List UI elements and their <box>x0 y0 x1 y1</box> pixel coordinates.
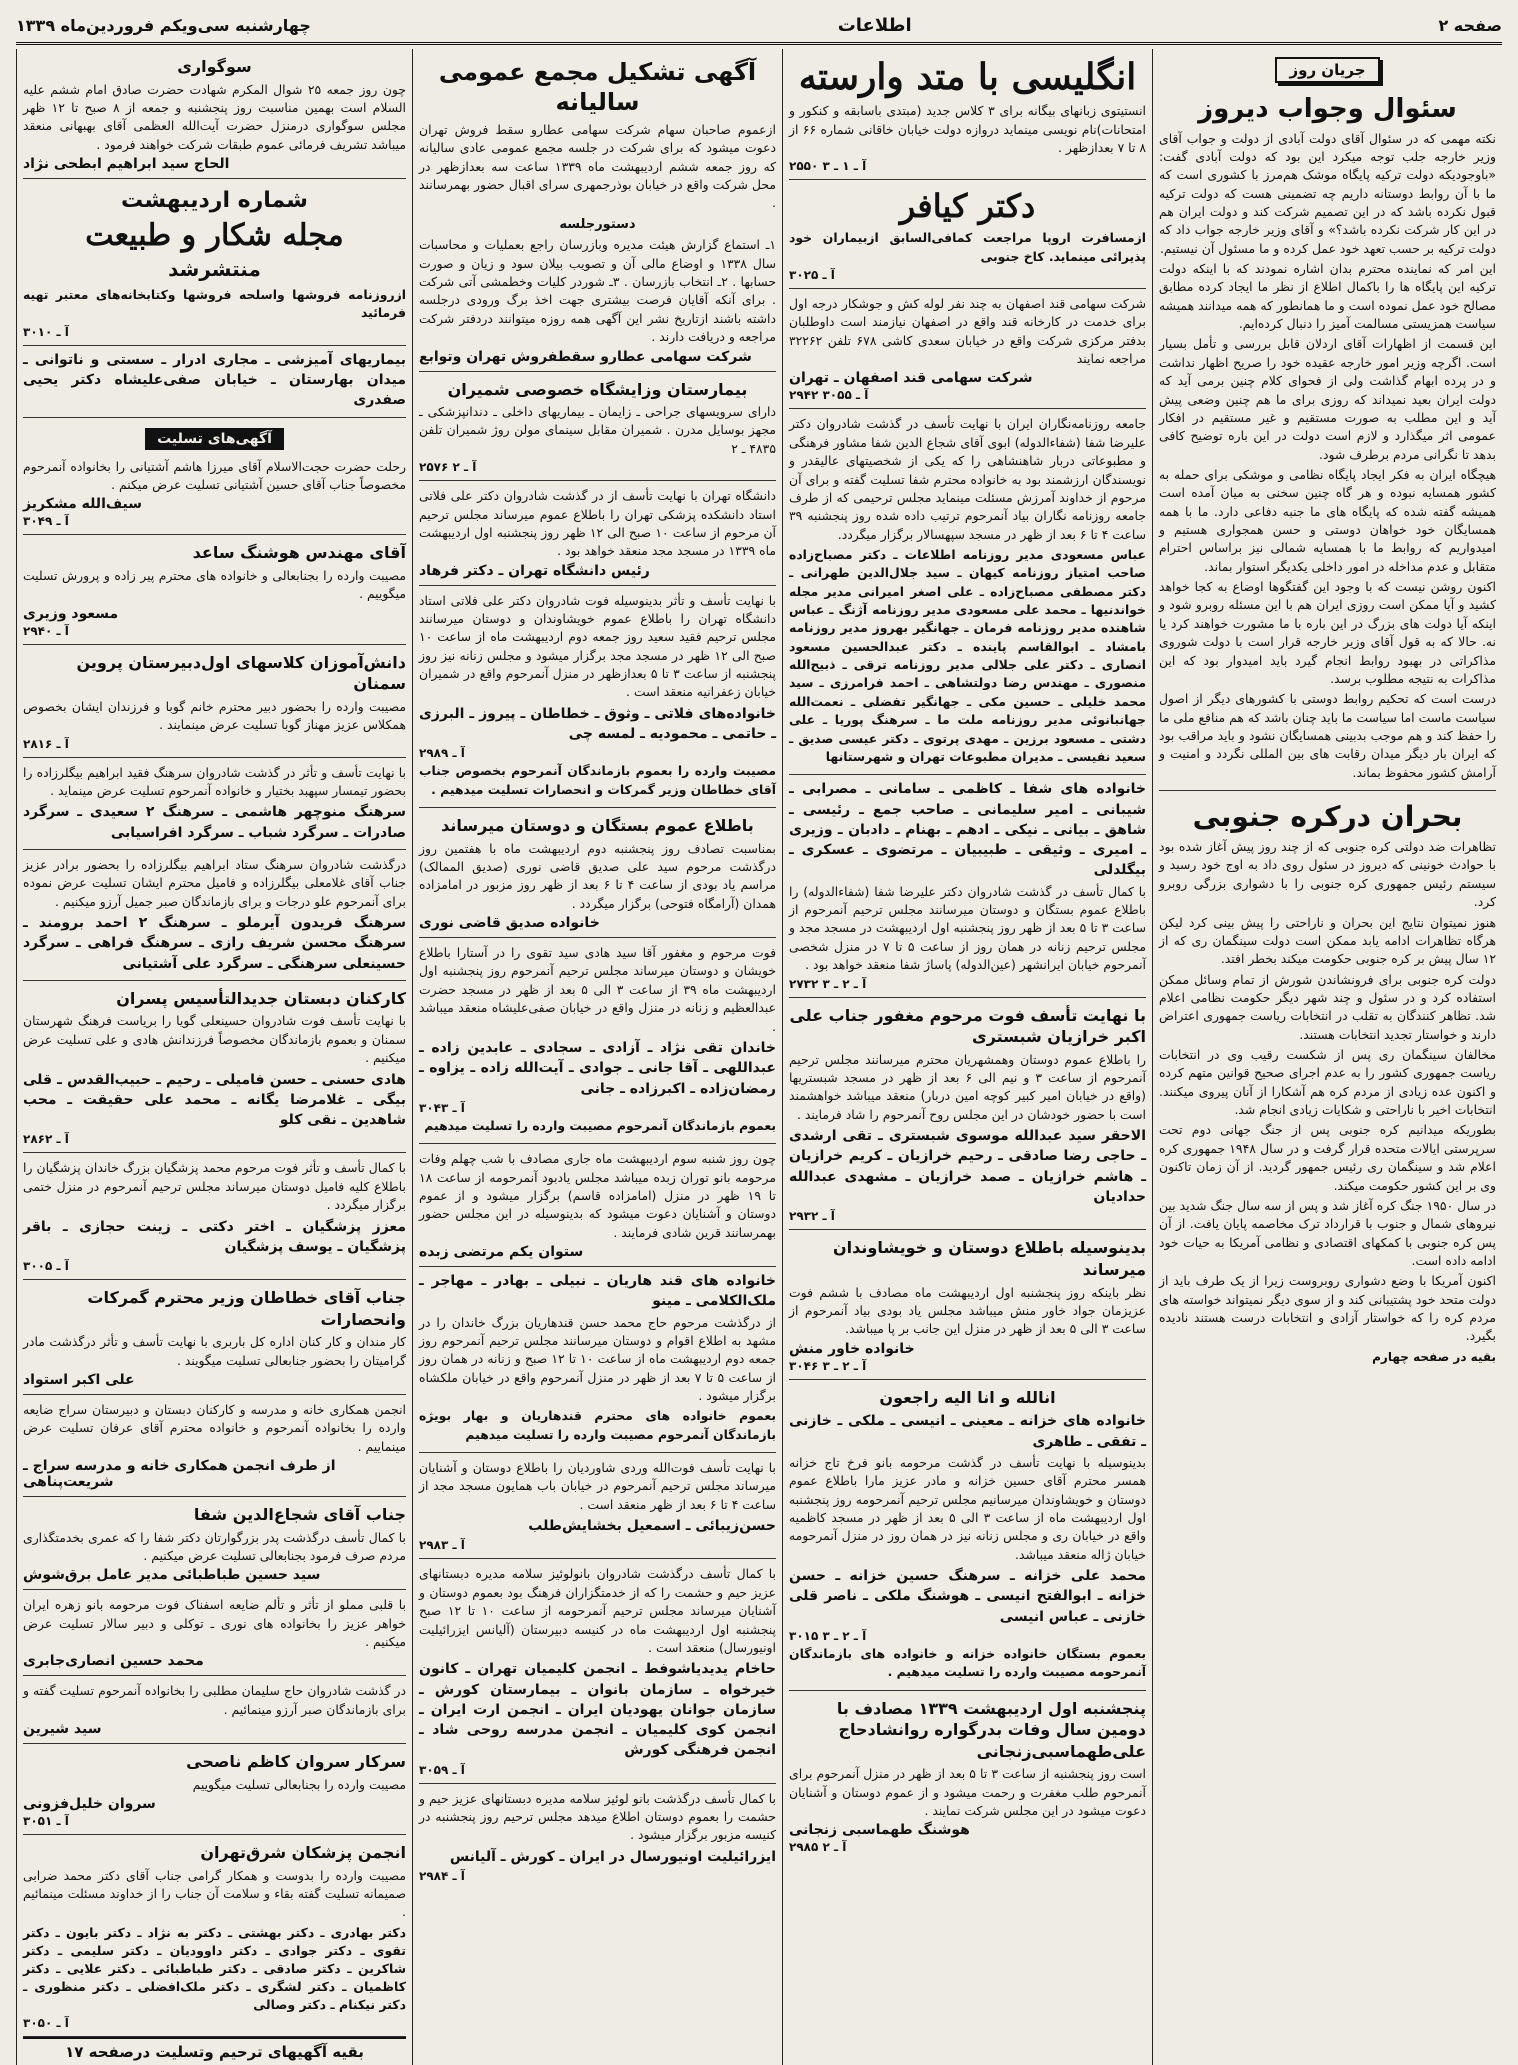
condolence-khavarmanesh <box>789 1230 1146 1379</box>
section-box-title: جریان روز <box>1275 57 1379 83</box>
ad-title: بیمارستان وزایشگاه خصوصی شمیران <box>447 379 748 399</box>
family-names: معزز پزشگیان ـ اختر دکتی ـ زینت حجازی ـ باقر پزشگیان ـ یوسف پزشگیان <box>23 1218 406 1255</box>
condolence-text: با کمال تأسف درگذشت بانو لوئیز سلامه مدیره دبستانهای عزیز حیم و حشمت را بعموم دوستان اطلاع میدهد مجلس ترحیم روز پنجشنبه در کنیسه مزبور برگزار میشود . <box>419 1790 776 1843</box>
condolence-text: با کمال تأسف درگذشت شادروان بانولوئیز سلامه مدیره دبستانهای عزیز حیم و حشمت را که از خدمتگزاران فرهنگ بود بعموم دوستان و آشنایان میرساند مجلس ترحیم آنمرحومه از ساعت ۱۰ تا ۱۲ صبح پنجشنبه اول اردیبهشت ماه در کنیسه دبیرستان (آلیانس ایزرائیلیت اونیورسال) منعقد است . <box>419 1566 776 1655</box>
condolence-signature: ستوان یکم مرتضی زبده <box>419 1243 584 1260</box>
article-paragraph: هنوز نمیتوان نتایج این بحران و ناراحتی را پیش بینی کرد لیکن هرگاه تظاهرات ادامه یابد ممکن است دولت سینگمان ری که از ۱۲ سال پیش بر کره جنوبی حکومت میکند بخطر افتد. <box>1159 914 1496 967</box>
condolence-heading: باطلاع عموم بستگان و دوستان میرساند <box>441 816 754 836</box>
condolence-text: بعموم بستگان خانواده خزانه و خانواده های بازماندگان آنمرحومه مصیبت وارده را تسلیت میدهیم . <box>789 1645 1146 1680</box>
english-institute-ad <box>789 49 1146 180</box>
article-paragraph: مخالفان سینگمان ری پس از شکست رقیب وی در انتخابات ریاست جمهوری کشور را به عدم اجرای صحیح قوانین متهم کرده و اکنون عده زیادی از مردم کره هم آشکارا از آنان پیروی میکنند. انتخابات اخیر با ناراحتی و شکایات زیادی انجام شد. <box>1159 1047 1496 1118</box>
condolence-nasehi <box>23 1744 406 1835</box>
condolence-signature: از طرف انجمن همکاری خانه و مدرسه سراج ـ شریعت‌پناهی <box>23 1458 336 1491</box>
condolence-signature: سیف‌الله مشکریز <box>23 496 143 513</box>
condolence-salameh-alliance <box>419 1784 776 1889</box>
condolence-heading: سرکار سروان کاظم ناصحی <box>186 1752 406 1772</box>
ad-text: بیماریهای آمیزشی ـ مجاری ادرار ـ سستی و ناتوانی ـ میدان بهارستان ـ خیابان صفی‌علیشاه دکتر یحیی صفدری <box>23 351 406 409</box>
condolence-signature: خانواده صدیق قاضی نوری <box>419 915 600 932</box>
article-paragraph: اکنون آمریکا با وضع دشواری روبروست زیرا از یک طرف باید از دولت متحد خود پشتیبانی کند و از سوی دیگر نمیتواند خواسته های مردم کره را که خواستار آزادی و انتخابات درست هستند نادیده بگیرد. <box>1159 1273 1496 1344</box>
condolence-text: بدینوسیله با نهایت تأسف در گذشت مرحومه بانو فرخ تاج خزانه همسر محترم آقای حسین خزانه و مادر عزیز مارا باطلاع عموم دوستان و خویشاوندان میرسانیم مجلس ترحیم آنمرحومه روز پنجشنبه اول اردیبهشت ماه از ساعت ۳ الی ۵ بعد از ظهر در مسجد کاظمیه واقع در خیابان ری و مجلس زنانه نیز در همان روز در منزل آنمرحومه خیابان ژاله منعقد میباشد. <box>789 1454 1146 1562</box>
condolence-zobdeh <box>419 1144 776 1267</box>
condolence-motallebi <box>23 1676 406 1744</box>
condolence-heading: جناب آقای خطاطان وزیر محترم گمرکات وانحصارات <box>87 1288 406 1329</box>
columns <box>16 49 1502 2062</box>
condolence-shavardian <box>419 1453 776 1559</box>
ad-code: ۳۰۵۱ آ ـ <box>23 1814 69 1829</box>
editorial-article <box>1159 49 1496 791</box>
condolence-text: با نهایت تأسف فوت شادروان حسینعلی گویا را بریاست فرهنگ شهرستان سمنان و بعموم بازماندگان مخصوصاً فرزندانش هادی و علی تسلیت عرض میکنیم . <box>23 1013 406 1066</box>
condolence-text: مصیبت وارده را بدوست و همکار گرامی جناب آقای دکتر محمد ضرابی صمیمانه تسلیت گفته بقاء و سلامت آن جناب را از خداوند مسئلت مینمائیم . <box>23 1867 406 1920</box>
condolence-text: از درگذشت مرحوم حاج محمد حسن قندهاریان بزرگ خاندان را در مشهد به اطلاع اقوام و دوستان میرسانند مجلس ترحیم آنمرحوم روز جمعه دوم اردیبهشت ماه از ساعت ۱۰ تا ۱۲ صبح و زنانه در همان روز از ساعت ۵ تا ۷ بعد از ظهر در منزل آنمرحوم واقع در خیابان ملکشاه برگزار میشود . <box>419 1314 777 1403</box>
ad-code: ۳۰۱۰ آ ـ <box>23 324 69 339</box>
ad-code: ۳۰۰۵ آ ـ <box>23 1259 69 1274</box>
notice-text: ازعموم صاحبان سهام شرکت سهامی عطارو سقط فروش تهران دعوت میشود که برای شرکت در جلسه مجمع عمومی عادی سالیانه که روز جمعه ششم اردیبهشت ماه ۱۳۳۹ ساعت سه بعدازظهر در محل شرکت واقع در خیابان بوذرجمهری سرای اقبال حضور بهمرسانند . <box>419 122 776 211</box>
condolence-text: چون روز شنبه سوم اردیبهشت ماه جاری مصادف با شب چهلم وفات مرحومه بانو توران زبده میباشد مجلس یادبود آنمرحومه از ساعت ۱۸ تا ۱۹ ظهر در منزل (امامزاده قاسم) برگزار میشود و از عموم دوستان و آشنایان دعوت میشود که بدینوسیله در این مجلس حضور بهمرسانند قرین شادی فرمایند . <box>419 1151 777 1240</box>
condolence-section <box>23 418 406 536</box>
ad-code: ۲۹۴۰ آ ـ <box>23 623 69 638</box>
doctor-safdari-ad <box>23 346 406 418</box>
condolence-text: دانشگاه تهران با نهایت تأسف از در گذشت شادروان دکتر علی فلاتی استاد دانشکده پزشکی تهران را باطلاع عموم میرساند مجلس ترحیم آن مرحوم از ساعت ۱۰ صبح الی ۱۲ ظهر روز پنجشنبه اول اردیبهشت ماه ۱۳۳۹ در مسجد مجد منعقد خواهد بود . <box>419 488 776 559</box>
ad-code: ۲۵۵۰ آ ـ ۱ ـ ۳ <box>789 159 867 174</box>
condolence-zohreh <box>23 1590 406 1676</box>
condolence-heading: کارکنان دبستان جدیدالتأسیس پسران <box>116 988 406 1008</box>
condolence-pezeshgian <box>23 1153 406 1280</box>
condolence-salameh <box>419 1559 776 1783</box>
continued-note: بقیه در صفحه چهارم <box>1372 1349 1496 1364</box>
article-paragraph: بطوریکه میدانیم کره جنوبی پس از جنگ جهانی دوم تحت سرپرستی ایالات متحده قرار گرفت و در سال ۱۹۴۸ جمهوری کره اعلام شد و سینگمان ری رئیس جمهور گردید. از آن زمان تاکنون وی بر این کشور حکومت میکند. <box>1159 1122 1496 1193</box>
article-title: سئوال وجواب دیروز <box>1198 94 1457 124</box>
condolence-signature: خانواده خاور منش <box>789 1340 915 1357</box>
condolence-text: با کمال تأسف و تأثر فوت مرحوم محمد پزشگیان بزرگ خاندان پزشگیان را باطلاع کلیه فامیل دوستان میرساند مجلس ترحیم آنمرحوم در منزل ختمی برگزار میگردد . <box>23 1160 406 1213</box>
condolence-signature: محمد حسین انصاری‌جابری <box>23 1653 204 1670</box>
article-paragraph: این امر که نماینده محترم بدان اشاره نمودند که با اینکه دولت ترکیه این پایگاه ها را باکمال اطلاع از نظر ما ایجاد کرده مطابق مصالح خود عمل نموده است و ما همانطور که همه میدانند همیشه سیاست همزیستی مسالمت آمیز را دنبال کرده‌ایم. <box>1159 261 1496 332</box>
notice-title: آگهی تشکیل مجمع عمومی سالیانه <box>438 58 757 116</box>
article-paragraph: تظاهرات ضد دولتی کره جنوبی که از چند روز پیش آغاز شده بود با حوادث خونینی که دیروز در سئول روی داد به اوج خود رسید و سیستم رئیس جمهوری کره جنوبی را با دشواری بزرگی روبرو کرد. <box>1159 839 1496 910</box>
condolence-text: با قلبی مملو از تأثر و تألم ضایعه اسفناک فوت مرحومه بانو زهره ایران خواهر عزیز را بخانواده های نوری ـ توکلی و دبیر سالار تسلیت عرض میکنیم . <box>23 1597 406 1650</box>
condolence-heading: پنجشنبه اول اردیبهشت ۱۳۳۹ مصادف با دومین سال وفات بدرگواره روانشادحاج علی‌طهماسبی‌زنجانی <box>836 1698 1146 1761</box>
ad-code: ۲۹۳۲ آ ـ <box>789 1209 835 1224</box>
magazine-ad <box>23 179 406 346</box>
family-names: حسن‌زیبائی ـ اسمعیل بخشایش‌طلب <box>528 1518 776 1535</box>
condolence-heading: آقای مهندس هوشنگ ساعد <box>192 543 406 563</box>
ad-code: ۳۰۵۹ آ ـ <box>419 1762 465 1777</box>
article-paragraph: نکته مهمی که در سئوال آقای دولت آبادی از دولت و جواب آقای وزیر خارجه جلب توجه میکرد این بود که دولت آبادی گفت: «باوجودیکه دولت ترکیه پایگاه موشک هم‌مرز با کشوری است که ما با آن روابط دوستانه داریم چه تضمینی هست که دولت ترکیه قبول نکرده باشد که در این تصمیم شرکت کند و دولت ایران هم در این کار شرکت نکرده باشد؟» و آقای وزیر خارجه جواب داد که دولت ترکیه بر حسب تعهد خود عمل کرده و ما مسئول آن نیستیم. <box>1159 130 1496 256</box>
condolence-goya <box>23 981 406 1154</box>
condolence-text: مصیبت وارده را بجنابعالی و خانواده های محترم پیر زاده و پرورش تسلیت میگوییم . <box>23 567 406 602</box>
condolence-ghandharian <box>419 1267 776 1453</box>
ad-code: ۳۰۵۰ آ ـ <box>23 2016 69 2031</box>
paper-name: اطلاعات <box>837 14 912 36</box>
ad-code: ۳۰۴۹ آ ـ <box>23 514 69 529</box>
article-paragraph: درست است که تحکیم روابط دوستی با کشورهای دیگر از اصول سیاست ماست اما سیاست ما باید چنان باشد که هم منافع ملی ما را حفظ کند و هم موجب بدبینی همسایگان نشود و باید مراقب بود که ایران بار دیگر میدان رقابت های بین المللی نگردد و امنیت و آرامش کشور محفوظ بماند. <box>1159 691 1496 780</box>
condolence-khattatan <box>23 1280 406 1395</box>
condolence-signature: مسعود وزیری <box>23 605 119 622</box>
family-names: خانواده های خزانه ـ معینی ـ انیسی ـ ملکی ـ خازنی ـ تفقی ـ طاهری <box>789 1413 1146 1450</box>
article-paragraph: هیچگاه ایران به فکر ایجاد پایگاه نظامی و موشکی برای حمله به کشور همسایه نبوده و هر گاه چنین سخنی به میان آمده است همیشه گفته شده که پایگاه های ما جنبه دفاعی دارد. ما با همه همسایگان خود خواهان دوستی و حسن همجواری هستیم و امیدواریم که روابط ما با همسایه شمالی نیز براساس احترام متقابل و عدم مداخله در امور داخلی یکدیگر استوار بماند. <box>1159 466 1496 574</box>
condolence-physicians <box>23 1835 406 2037</box>
ad-subheading: منتشرشد <box>168 257 261 282</box>
condolence-text: با نهایت تأسف و تأثر در گذشت شادروان سرهنگ فقید ابراهیم بیگلرزاده را بحضور تیمسار سپهبد بختیار و خانواده آنمرحوم تسلیت عرض مینماید . <box>23 764 406 798</box>
column-notices <box>16 49 412 2065</box>
condolence-text: در گذشت شادروان حاج سلیمان مطلبی را بخانواده آنمرحوم تسلیت گفته و برای بازماندگان صبر آرزو مینمائیم . <box>23 1683 406 1717</box>
ad-text: ازمسافرت اروپا مراجعت کمافی‌السابق ازبیماران خود پذیرائی مینماید. کاخ جنوبی <box>789 230 1146 264</box>
condolence-khazaneh <box>789 1380 1146 1691</box>
notice-signature: الحاج سید ابراهیم ابطحی نژاد <box>23 156 230 173</box>
column-ads-b <box>412 49 782 2065</box>
condolence-seraj <box>23 1395 406 1497</box>
ad-code: ۲۵۷۶ آ ـ ۲ <box>419 460 477 475</box>
agenda-heading: دستورجلسه <box>559 216 636 232</box>
article-paragraph: اکنون روشن نیست که با وجود این گفتگوها اوضاع به کجا خواهد کشید و آیا ممکن است روزی ایران هم با این مسئله روبرو شود و اینکه آیا دولت های بزرگ در این باره با ما مشورت خواهند کرد یا نه. حالا که به قول آقای وزیر خارجه قرار است با دولت شوروی مذاکراتی در بهبود روابط انجام گیرد باید امیدوار بود که این مذاکرات به نتیجه مطلوب برسد. <box>1159 579 1496 686</box>
family-names: خانواده های قند هاریان ـ نبیلی ـ بهادر ـ مهاجر ـ ملک‌الکلامی ـ مینو <box>419 1272 776 1310</box>
ad-text: دارای سرویسهای جراحی ـ زایمان ـ بیماریهای داخلی ـ دندانپزشکی ـ مجهز بوسایل مدرن . شمیران مقابل سینمای مولن روژ شمیران تلفن ۴۸۳۵ ـ ۲ <box>419 404 776 456</box>
notice-text: ۱ـ استماع گزارش هیئت مدیره وبازرسان راجع بعملیات و محاسبات سال ۱۳۳۸ و اوضاع مالی آن و تصویب بیلان سود و زیان و صورت حسابها . ۲ـ انتخاب بازرسان . ۳ـ شوردر کلیات وخطمشی آتی شرکت . برای آنکه آقایان فرصت بیشتری جهت اخذ برگ ورودی درجلسه داشته باشند ازتاریخ نشر این آگهی همه روزه میتوانند دردفتر شرکت مراجعه و دریافت دارند . <box>419 237 776 345</box>
family-names: خانواده های شفا ـ کاظمی ـ سامانی ـ مصرابی ـ شیبانی ـ امیر سلیمانی ـ صاحب جمع ـ رئیسی ـ شاهق ـ بیانی ـ نیکی ـ ادهم ـ بهنام ـ دادبان ـ وزیری ـ امیری ـ وثیقی ـ طبیبیان ـ مرتضوی ـ عسکری ـ بیگلدلی <box>789 781 1146 879</box>
column-editorial <box>1152 49 1502 2065</box>
condolence-text: انجمن همکاری خانه و مدرسه و کارکنان دبستان و دبیرستان سراج ضایعه وارده را بخانواده آنمرحوم و خانواده محترم آقای عرفان تسلیت عرض مینماییم . <box>23 1402 406 1454</box>
family-names: الاحقر سید عبدالله موسوی شبستری ـ تقی ارشدی ـ حاجی رضا صادقی ـ رحیم خرازیان ـ کریم خرازیان ـ هاشم خرازیان ـ صمد خرازیان ـ مشهدی عبدالله حدادیان <box>789 1128 1146 1206</box>
ad-code: ۲۹۸۳ آ ـ <box>419 1538 465 1553</box>
condolence-shafa-b <box>23 1497 406 1590</box>
condolence-text: رحلت حضرت حجت‌الاسلام آقای میرزا هاشم آشتیانی را بخانواده آنمرحوم مخصوصاً جناب آقای حسین آشتیانی تسلیت عرض میکنم . <box>23 458 406 492</box>
condolence-text: بمناسبت تصادف روز پنجشنبه دوم اردیبهشت ماه با هفتمین روز درگذشت مرحوم سید علی صدیق قاضی نوری (صدیق الممالک) مراسم یاد بودی از ساعت ۴ تا ۶ بعد از ظهر روز مزبور در امامزاده همدان (آرامگاه فتوحی) برگزار میگردد . <box>419 840 776 911</box>
condolence-falati-family <box>419 586 776 808</box>
condolence-text: با نهایت تأسف و تأثر بدینوسیله فوت شادروان دکتر علی فلاتی استاد دانشگاه تهران را باطلاع عموم خویشاوندان و دوستان میرسانند مجلس ترحیم فقید سعید روز جمعه دوم اردیبهشت ماه از ساعت ۱۰ صبح الی ۱۲ ظهر در مسجد مجد برگزار میشود و مجلس زنانه نیز روز پنجشنبه از ساعت ۳ تا ۵ بعدازظهر در منزل آنمرحوم واقع در شمیران خیابان زعفرانیه منعقد است . <box>419 592 777 700</box>
condolence-text: جامعه روزنامه‌نگاران ایران با نهایت تأسف در گذشت شادروان دکتر علیرضا شفا (شفاءالدوله) ابوی آقای شجاع الدین شفا مشاور فرهنگی و مطبوعاتی دربار شاهنشاهی را که یکی از شخصیتهای عالیقدر و نویسندگان ارزشمند بود به خانواده محترم شفا تسلیت گفته و برای آن مرحوم از خداوند آمرزش مسئلت مینماید مجلس ترحیمی که از طرف جامعه روزنامه نگاران بیاد آنمرحوم ترتیب داده شده روز پنجشنبه ۳۹ ساعت ۴ تا ۶ بعد از ظهر در مسجد سپهسالار برگزار میگردد. <box>789 416 1146 542</box>
condolence-saed <box>23 535 406 644</box>
ad-code: ۲۹۴۲ آ ـ ۳۰۵۵ <box>789 388 869 403</box>
ad-code: ۳۰۲۵ آ ـ <box>789 267 835 282</box>
condolence-heading: جناب آقای شجاع‌الدین شفا <box>193 1505 406 1525</box>
notice-signature: شرکت سهامی عطارو سقطفروش تهران وتوابع <box>419 348 752 365</box>
family-names: خانواده‌های فلاتی ـ وثوق ـ خطاطان ـ پیروز ـ البرزی ـ حاتمی ـ محمودیه ـ لمسه چی <box>419 705 776 743</box>
notice-heading: سوگواری <box>177 57 252 76</box>
family-names: سرهنگ منوچهر هاشمی ـ سرهنگ ۲ سعیدی ـ سرگرد صادرات ـ سرگرد شباب ـ سرگرد افراسیابی <box>23 804 406 841</box>
condolence-text: را باطلاع عموم دوستان وهمشهریان محترم میرسانند مجلس ترحیم آنمرحوم از ساعت ۳ و نیم الی ۶ بعد از ظهر در مسجد شبستریها (واقع در خیابان امیر کبیر کوچه امین دربار) منعقد میباشد خواهشمند است با حضور خودشان در این مجلس روح آنمرحوم را شاد فرمایند . <box>789 1051 1146 1122</box>
condolence-text: با کمال تأسف در گذشت شادروان دکتر علیرضا شفا (شفاءالدوله) را باطلاع عموم بستگان و دوستان میرسانند مجلس ترحیم آنمرحوم از ساعت ۳ تا ۵ بعد از ظهر روز پنجشنبه اول اردیبهشت در مسجد مجد و مجلس ترحیم زنانه در همان روز از ساعت ۵ تا ۷ در منزل شخصی آنمرحوم خیابان ایرانشهر (عین‌الدوله) پاساژ شفا منعقد خواهد بود . <box>789 883 1146 973</box>
condolence-text: مصیبت وارده را بجنابعالی تسلیت میگوییم <box>192 1776 406 1792</box>
condolence-text: مصیبت وارده را بعموم بازماندگان آنمرحوم بخصوص جناب آقای خطاطان وزیر گمرکات و انحصارات تسلیت میدهیم . <box>419 763 776 797</box>
mourning-notice <box>23 49 406 179</box>
condolence-heading: بدینوسیله باطلاع دوستان و خویشاوندان میرساند <box>833 1238 1146 1279</box>
condolence-heading: دانش‌آموزان کلاسهای اول‌دبیرستان پروین سمنان <box>76 652 406 694</box>
family-names: سرهنگ فریدون آیرملو ـ سرهنگ ۲ احمد برومند ـ سرهنگ محسن شریف رازی ـ سرهنگ فراهی ـ سرگرد حسینعلی سرهنگی ـ سرگرد علی آشتیانی <box>23 914 406 972</box>
ad-title: انگلیسی با متد وارسته <box>798 56 1137 98</box>
masthead <box>16 8 1502 45</box>
article-paragraph: در سال ۱۹۵۰ جنگ کره آغاز شد و پس از سه سال جنگ شدید بین نیروهای شمال و جنوب با قرارداد ترک مخاصمه پایان یافت. از آن پس کره جنوبی با کمکهای اقتصادی و نظامی آمریکا به حیات خود ادامه داده است. <box>1159 1197 1496 1268</box>
ad-signature: شرکت سهامی قند اصفهان ـ تهران <box>789 370 1033 387</box>
notice-text: چون روز جمعه ۲۵ شوال المکرم شهادت حضرت صادق امام ششم علیه السلام است بهمین مناسبت روز پنجشنبه و جمعه از ۸ صبح تا ۱۲ ظهر مجلس سوگواری درمنزل حضرت آیت‌الله العظمی آقای بهبهانی منعقد میباشد تشریف فرمائی عموم طبقات شرکت خواهند فرمود . <box>23 81 406 152</box>
condolence-text: فوت مرحوم و مغفور آقا سید هادی سید تقوی را در آستارا باطلاع خویشان و دوستان میرساند مجلس ترحیم آنمرحوم روز پنجشنبه اول اردیبهشت ماه ۳۹ از ساعت ۳ الی ۵ بعد از ظهر در مسجد حضرت عبدالعظیم و زنانه در منزل واقع در خیابان صفی‌علیشاه منعقد میباشد . <box>419 945 776 1034</box>
condolence-signature: سروان خلیل‌فزونی <box>23 1796 156 1813</box>
ad-text: شرکت سهامی قند اصفهان به چند نفر لوله کش و جوشکار درجه اول برای خدمت در کارخانه قند واقع در اصفهان نیازمند است داوطلبان بدفتر مرکزی شرکت واقع در خیابان سعدی کاشی ۶۷۸ تلفن ۳۲۲۶۲ مراجعه نمایند <box>789 295 1146 367</box>
ad-text: ازروزنامه فروشها واسلحه فروشها وکتابخانه‌های معتبر تهیه فرمائید <box>23 287 406 321</box>
condolence-text: نظر باینکه روز پنجشنبه اول اردیبهشت ماه مصادف با ششم فوت عزیزمان جواد خاور منش میباشد مجلس یاد بودی بیاد آنمرحوم از ساعت ۳ الی ۵ بعد از ظهر در منزل این جانب بر پا میباشد. <box>789 1284 1146 1337</box>
condolence-text: کار مندان و کار کنان اداره کل باربری با نهایت تأسف و تأثر درگذشت مادر گرامیتان را بحضور جنابعالی تسلیت میگویند . <box>23 1334 406 1368</box>
condolence-text: درگذشت شادروان سرهنگ ستاد ابراهیم بیگلرزاده را بحضور برادر عزیز جناب آقای غلامعلی بیگلرزاده و فامیل محترم ایشان تسلیت عرض نموده برای آنمرحوم علو درجات و برای بازماندگان صبر جمیل آرزو میکنیم . <box>23 856 406 909</box>
family-names: هادی حسنی ـ حسن فامیلی ـ رحیم ـ حبیب‌القدس ـ قلی بیگی ـ غلامرضا یگانه ـ محمد علی حقیقت ـ محب شاهدین ـ نقی کلو <box>23 1071 406 1129</box>
condolence-biglarzadeh-b <box>23 850 406 981</box>
condolence-sadigh <box>419 808 776 938</box>
condolence-text: مصیبت وارده را بحضور دبیر محترم خانم گوبا و فرزندان ایشان بخصوص همکلاس عزیز مهناز گوبا تسلیت عرض مینمایند . <box>23 698 406 733</box>
article-paragraph: دولت کره جنوبی برای فرونشاندن شورش از تمام وسائل ممکن استفاده کرد و در سئول و چند شهر دیگر حکومت نظامی اعلام شد. تظاهر کنندگان به تقلب در انتخابات ریاست جمهوری اعتراض دارند و خواستار تجدید انتخابات هستند. <box>1159 971 1496 1042</box>
ad-code: ۳۰۴۶ آ ـ ۲ ـ ۳ <box>789 1358 867 1373</box>
sugar-company-ad <box>789 289 1146 409</box>
condolence-signature: سید حسین طباطبائی مدیر عامل برق‌شوش <box>23 1567 321 1584</box>
condolence-biglarzadeh-a <box>23 758 406 850</box>
family-names: حاخام یدیدیاشوفط ـ انجمن کلیمیان تهران ـ کانون خیرخواه ـ سازمان بانوان ـ بیمارستان کورش ـ سازمان جوانان یهودیان ایران ـ انجمن ارت ایران ـ انجمن کوی کلیمیان ـ انجمن مدرسه روحی شاد ـ انجمن فرهنگی کورش <box>419 1661 776 1759</box>
ad-code: ۲۷۳۲ آ ـ ۲ ـ ۳ <box>789 976 867 991</box>
article-title: بحران درکره جنوبی <box>1192 800 1463 834</box>
condolence-signature: هوشنگ طهماسبی زنجانی <box>789 1822 970 1839</box>
ad-title: دکتر کیافر <box>899 187 1036 226</box>
condolence-text: با نهایت تأسف فوت‌الله وردی شاوردیان را باطلاع دوستان و آشنایان میرساند مجلس ترحیم آنمرحوم در خیابان باب همایون مسجد مجد از ساعت ۴ تا ۶ بعد از ظهر منعقد است . <box>419 1460 776 1512</box>
hospital-ad <box>419 372 776 482</box>
condolence-signature: علی اکبر استواد <box>23 1372 135 1388</box>
condolence-falati-univ <box>419 481 776 585</box>
family-names: ایزرائیلیت اونیورسال در ایران ـ کورش ـ آلیانس <box>449 1848 776 1865</box>
ad-code: ۲۸۱۶ آ ـ <box>23 736 69 751</box>
family-names: محمد علی خزانه ـ سرهنگ حسین خزانه ـ حسن خزانه ـ ابوالفتح انیسی ـ هوشنگ ملکی ـ ناصر قلی خازنی ـ عباس انیسی <box>789 1567 1146 1625</box>
ad-code: ۳۰۴۳ آ ـ <box>419 1100 465 1115</box>
ad-code: ۲۸۶۲ آ ـ <box>23 1132 69 1147</box>
condolence-heading: انالله و انا الیه راجعون <box>879 1387 1056 1407</box>
ad-code: ۲۹۸۴ آ ـ <box>419 1869 465 1884</box>
condolence-text: بعموم خانواده های محترم قندهاریان و بهار بویژه بازماندگان آنمرحوم مصیبت وارده را تسلیت میدهیم <box>419 1408 776 1442</box>
issue-date: چهارشنبه سی‌ویکم فروردین‌ماه ۱۳۳۹ <box>16 15 311 35</box>
ad-code: ۳۰۱۵ آ ـ ۲ ـ ۳ <box>789 1628 867 1643</box>
condolence-text: با کمال تأسف درگذشت پدر بزرگوارتان دکتر شفا را که عمری بخدمتگذاری مردم صرف فرمود بجنابعالی تسلیت عرض میکنیم . <box>23 1529 406 1564</box>
article-paragraph: این قسمت از اظهارات آقای اردلان قابل بررسی و تأمل بسیار است. اگرچه وزیر امور خارجه عقیده خود را صریح اظهار نداشت و در پرده ابهام گذاشت ولی از فحوای کلام چنین برمی آید که دولت ایران بعید نمیداند که روزی برای ما هم چنین وضعی پیش آید و این مطلب به صورت مستقیم و غیر مستقیم در افکار عمومی اثر میگذارد و لازم است دولت در این باره توضیح کافی بدهد تا نگرانی مردم برطرف شود. <box>1159 336 1496 462</box>
continued-footer: بقیه آگهیهای ترحیم وتسلیت درصفحه ۱۷ <box>23 2037 406 2065</box>
column-ads-a <box>782 49 1152 2065</box>
condolence-signature: سید شیرین <box>23 1721 102 1738</box>
condolence-signature: رئیس دانشگاه تهران ـ دکتر فرهاد <box>419 562 650 579</box>
condolence-kharazian <box>789 998 1146 1231</box>
condolence-names: عباس مسعودی مدیر روزنامه اطلاعات ـ دکتر مصباح‌زاده صاحب امتیاز روزنامه کیهان ـ سید جلال‌الدین طهرانی ـ دکتر مصطفی مصباح‌زاده ـ علی اصغر امیرانی مدیر مجله خواندنیها ـ محمد علی مسعودی مدیر روزنامه آژنگ ـ عباس شاهنده مدیر روزنامه فرمان ـ جهانگیر بهروز مدیر روزنامه بامشاد ـ ابوالقاسم پاینده ـ دکتر عبدالحسین مسعود انصاری ـ دکتر علی جلالی مدیر روزنامه ترقی ـ ذبیح‌الله منصوری ـ مهندس رضا دولتشاهی ـ احمد فرامرزی ـ سید محمد خلیلی ـ حسین مکی ـ جهانگیر تفضلی ـ نعمت‌الله جهانبانوئی مدیر روزنامه ملت ما ـ سرهنگ پوریا ـ علی دشتی ـ مسعود برزین ـ مهدی پرتوی ـ دکتر عیسی صدیق ـ سعید نفیسی ـ مدیران مطبوعات تهران و شهرستانها <box>789 546 1146 764</box>
condolence-tahmasbi <box>789 1691 1146 1861</box>
doctor-ad <box>789 180 1146 289</box>
condolence-journalists <box>789 409 1146 775</box>
condolence-parvin <box>23 645 406 758</box>
ad-heading: شماره اردیبهشت <box>121 188 308 214</box>
condolence-shafa <box>789 775 1146 997</box>
condolence-taghavi <box>419 938 776 1144</box>
condolence-text: است روز پنجشنبه از ساعت ۳ تا ۵ بعد از ظهر در منزل آنمرحوم برای آنمرحوم طلب مغفرت و رحمت میشود و از عموم دوستان و آشنایان دعوت میشود در این مجلس شرکت نمایند . <box>789 1766 1146 1819</box>
condolence-text: بعموم بازماندگان آنمرحوم مصیبت وارده را تسلیت میدهیم <box>424 1117 776 1133</box>
condolence-banner: آگهی‌های تسلیت <box>145 428 284 450</box>
ad-code: ۲۹۸۵ آ ـ ۲ <box>789 1840 847 1855</box>
general-assembly-notice <box>419 49 776 372</box>
family-names: دکتر بهادری ـ دکتر بهشتی ـ دکتر به نژاد ـ دکتر بایون ـ دکتر تقوی ـ دکتر جوادی ـ دکتر داوودیان ـ دکتر سلیمی ـ دکتر شاکرین ـ دکتر صادقی ـ دکتر طباطبائی ـ دکتر علایی ـ دکتر کاظمیان ـ دکتر لشگری ـ دکتر ملک‌افضلی ـ دکتر منظوری ـ دکتر نیکنام ـ دکتر وصالی <box>23 1924 406 2013</box>
page-number: صفحه ۲ <box>1438 15 1502 35</box>
ad-text: انستیتوی زبانهای بیگانه برای ۳ کلاس جدید (مبتدی باسابقه و کنکور و امتحانات)نام نویسی مینماید دروازه دولت خیابان خاقانی شماره ۶۶ از ۸ تا ۷ بعدازظهر . <box>789 103 1147 156</box>
magazine-title: مجله شکار و طبیعت <box>85 217 344 253</box>
family-names: خاندان تقی نژاد ـ آزادی ـ سجادی ـ عابدین زاده ـ عبداللهی ـ آقا جانی ـ جوادی ـ آیت‌الله زاده ـ یزاوه ـ رمضان‌زاده ـ اکبرزاده ـ جانی <box>419 1039 776 1097</box>
condolence-heading: با نهایت تأسف فوت مرحوم مغفور جناب علی اکبر خرازیان شبستری <box>789 1005 1146 1047</box>
ad-code: ۲۹۸۹ آ ـ <box>419 746 465 761</box>
korea-article <box>1159 791 1496 1370</box>
condolence-heading: انجمن پزشکان شرق‌تهران <box>200 1843 406 1863</box>
